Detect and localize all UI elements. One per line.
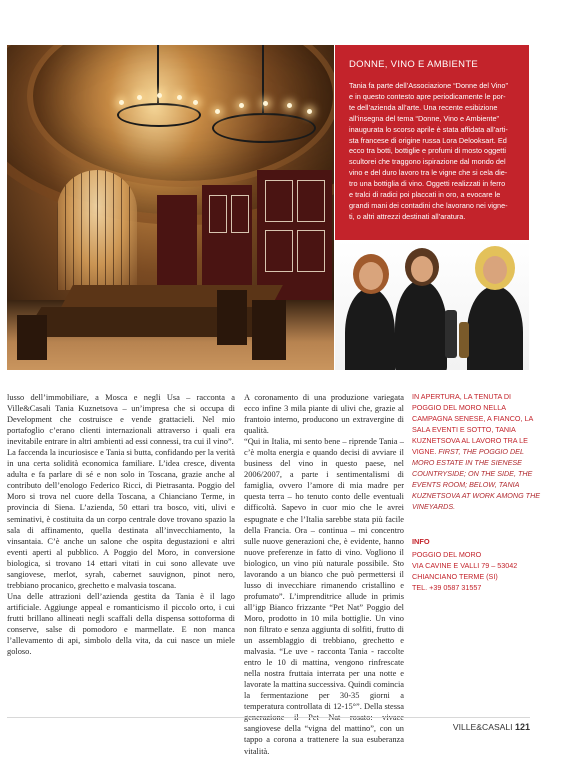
wine-rack-cell [209,195,227,233]
wine-rack-cell [297,230,325,272]
chair [252,300,286,360]
article-column-1: lusso dell’immobiliare, a Mosca e negli Usa – racconta a Ville&Casali Tania Kuznetsova – un’impresa che si occupa di Development che costruisce e vende grattacieli. Nel mio portafoglio c’erano clienti internazionali attraverso i quali era inevitabile entrare in altri ambienti ad essi connessi, tra cui il vino”. La faccenda la incuriosisce e Tania si butta, confidando per la verità in una certa solidità economica familiare. L’idea cresce, diventa adulta e fa parlare di sé e non solo in Toscana, grazie anche al contributo dell’enologo Federico Ricci, di Pietrasanta. Poggio del Moro si trova nel cuore della Toscana, a Chianciano Terme, in provincia di Siena. L’azienda, 50 ettari tra bosco, viti, ulivi e seminativi, è costituita da un corpo centrale dove trovano spazio la sala di affinamento, quella destinata all’invecchiamento, la vinsantaia. C’è anche un salone che ospita degustazioni e altri eventi aperti al pubblico. A Poggio del Moro, in conversione biologica, si trovano 14 ettari vitati in cui sono allevate uve sangiovese, merlot, syrah, cabernet sauvignon, pinot nero, trebbiano procanico, grechetto e malvasia toscana. Una delle attrazioni dell’azienda gestita da Tania è il lago artificiale. Aggiunge appeal e romanticismo il piccolo orto, i cui frutti brillano allineati negli scaffali della dispensa sottoforma di conserve, salse di pomodoro e marmellate. E non manca l’allevamento di api, simbolo della vita, da cui nasce un miele goloso. [7,393,235,657]
chair [217,290,247,345]
photo-caption [412,391,542,512]
chandelier-light [239,103,244,108]
cellar-photo [7,45,334,370]
arched-window-grille [57,170,137,290]
wine-bottle [459,322,469,358]
wine-rack-cell [265,230,293,272]
wine-rack-cell [231,195,249,233]
women-photo [335,240,529,370]
article-column-2: A coronamento di una produzione variegata ecco infine 3 mila piante di ulivi che, grazie al frantoio interno, producono un extravergine di qualità. “Qui in Italia, mi sento bene – riprende Tania – c’è molta energia e quando decisi di avviare il business del vino in questo paese, nel 2006/2007, a parte i sentimentalismi di famiglia, ovvero l’amore di mia madre per questa terra – ho tenuto conto delle eventuali difficoltà. Sapevo in cuor mio che le avrei espugnate e che l’Italia sarebbe stata più facile della Francia. Ora – continua – mi concentro sulle nuove generazioni che, è evidente, hanno nuove preferenze in fatto di vino. Vogliono il biologico, un vino più naturale possibile. Sto lavorando a un bianco che può permettersi il lusso di invecchiare rimanendo cristallino e profumato”. L’imprenditrice allude in primis all’igp Bianco frizzante “Pet Nat” Poggio del Moro, prodotto in 10 mila bottiglie. Un vino non filtrato e senza aggiunta di solfiti, frutto di un assemblaggio di trebbiano, grechetto e malvasia. “Le uve - racconta Tania - raccolte entro le 10 di mattina, vengono rinfrescate nella nostra fruttaia interrata per una notte e lavorate la mattina successiva. Quindi comincia la fermentazione per 30-35 giorni a temperatura controllata di 12-15°”. Della stessa sangiovese della “vigna del mattino”, con un tappo a corona a trattenere la sua esuberanza vitalità. [244,393,405,756]
page-number: 121 [514,722,530,732]
feature-box [335,45,529,240]
chandelier-light [215,109,220,114]
wine-rack-cell [297,180,325,222]
chandelier-light [177,95,182,100]
woman-figure [345,288,395,370]
woman-face [359,262,383,290]
page-folio [453,722,530,732]
woman-face [411,256,433,282]
chandelier-light [193,100,198,105]
chandelier-light [119,100,124,105]
chandelier-light [137,95,142,100]
footer-rule [7,717,530,718]
feature-box-title: DONNE, VINO E AMBIENTE [349,59,479,70]
wine-rack-cell [265,180,293,222]
chandelier-light [157,93,162,98]
wine-bottle [445,310,457,358]
woman-face [483,256,507,284]
info-address: POGGIO DEL MORO VIA CAVINE E VALLI 79 – 53042 CHIANCIANO TERME (SI) TEL. +39 0587 31557 [412,550,518,592]
feature-box-text: Tania fa parte dell’Associazione “Donne del Vino” e in questo contesto apre periodicamente le por- te dell’azienda all’arte. Una recente esibizione all’insegna del tema “Donne, Vino e Ambiente” inaugurata lo scorso aprile è stata affidata all’arti- sta francese di origine russa Lora Delooksart. Ed ecco tra botti, bottiglie e profumi di mosto oggetti scultorei che traggono ispirazione dal mondo del vino e del duro lavoro tra le vigne che si cela die- tro una bottiglia di vino. Oggetti realizzati in ferro e tralci di radici poi placcati in oro, a evocare le grandi mani dei contadini che lavorano nei vigne- ti, o altri attrezzi destinati all’aratura. [349,81,508,221]
caption-italian: IN APERTURA, LA TENUTA DI POGGIO DEL MORO NELLA CAMPAGNA SENESE, A FIANCO, LA SALA EVENTI E SOTTO, TANIA KUZNETSOVA AL LAVORO TRA LE VIGNE. [412,392,533,456]
chair [17,315,47,360]
magazine-name: VILLE&CASALI [452,722,513,732]
chandelier [212,113,316,143]
wine-rack [157,195,197,285]
chandelier-light [263,101,268,106]
woman-figure [395,280,447,370]
caption-english: FIRST, THE POGGIO DEL MORO ESTATE IN THE SIENESE COUNTRYSIDE; ON THE SIDE, THE EVENTS ROOM; BELOW, TANIA KUZNETSOVA AT WORK AMONG THE VINEYARDS. [412,447,541,511]
chandelier-light [287,103,292,108]
chandelier-light [307,109,312,114]
chandelier [117,103,201,127]
info-heading: INFO [412,537,430,546]
long-table [61,285,283,307]
woman-figure [467,286,523,370]
